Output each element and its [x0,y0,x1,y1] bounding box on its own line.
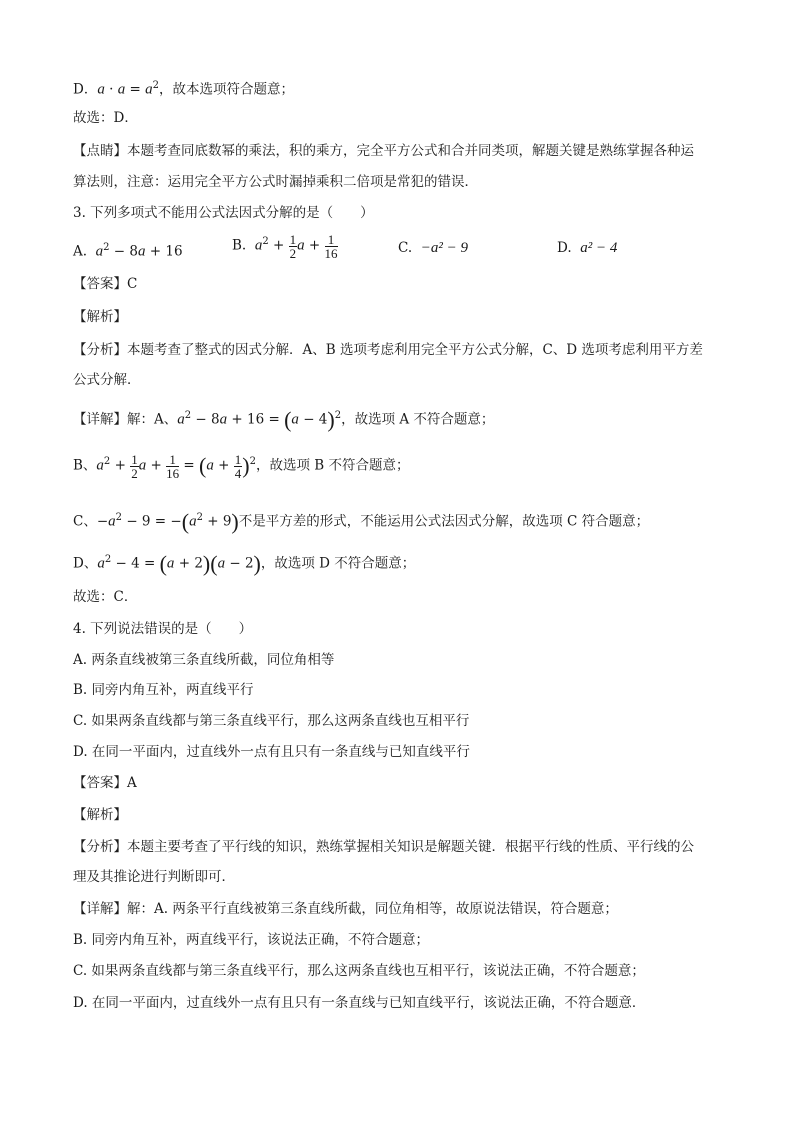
q4-detail-a: 【详解】解：A. 两条平行直线被第三条直线所截，同位角相等，故原说法错误，符合题意； [73,901,618,917]
q3-analysis-2: 公式分解． [73,372,141,388]
q4-option-c: C. 如果两条直线都与第三条直线平行，那么这两条直线也互相平行 [73,713,470,729]
q3-detail-d: D、$a^2 - 4 = (a + 2)(a - 2)$，故选项 D 不符合题意； [73,551,416,576]
q3-option-c: C. −a² − 9 [398,240,468,256]
answer-line: 故选：D． [73,110,138,126]
q4-detail-b: B. 同旁内角互补，两直线平行，该说法正确，不符合题意； [73,932,430,948]
question-4: 4. 下列说法错误的是（ ） [73,621,253,637]
q3-final-answer: 故选：C． [73,589,138,605]
q3-option-d: D. a² − 4 [557,240,618,256]
q3-detail-c: C、$-a^2 - 9 = -(a^2 + 9)$不是平方差的形式，不能运用公式法因式分解，故选项 C 符合题意； [73,509,650,534]
q4-answer: 【答案】A [73,775,137,791]
q3-option-a: A. $a^2 - 8a + 16$ [73,242,183,260]
q3-detail-b: B、$a^2$ + $\frac{1}{2}$ a + $\frac{1}{16}$ = (a + $\frac{1}{4}$ )$^2$，故选项 B 不符合题意； [73,451,410,481]
q4-option-d: D. 在同一平面内，过直线外一点有且只有一条直线与已知直线平行 [73,744,470,760]
tip-line-1: 【点睛】本题考查同底数幂的乘法，积的乘方，完全平方公式和合并同类项，解题关键是熟练掌握各种运 [73,143,694,159]
option-d-line: D．$a \cdot a = a^2$，故本选项符合题意； [73,80,294,98]
tip-line-2: 算法则，注意：运用完全平方公式时漏掉乘积二倍项是常犯的错误． [73,174,478,190]
q3-analysis-heading: 【解析】 [73,309,127,325]
q3-option-b: B. $a^2$ + $\frac{1}{2}$ a + $\frac{1}{16}$ [232,231,338,261]
q4-analysis-1: 【分析】本题主要考查了平行线的知识，熟练掌握相关知识是解题关键．根据平行线的性质、平行线的公 [73,839,694,855]
q4-detail-d: D. 在同一平面内，过直线外一点有且只有一条直线与已知直线平行，该说法正确，不符合题意． [73,995,646,1011]
q3-answer: 【答案】C [73,276,138,292]
q3-analysis-1: 【分析】本题考查了整式的因式分解．A、B 选项考虑利用完全平方公式分解，C、D 选项考虑利用平方差 [73,342,703,358]
q4-option-a: A. 两条直线被第三条直线所截，同位角相等 [73,652,335,668]
q4-detail-c: C. 如果两条直线都与第三条直线平行，那么这两条直线也互相平行，该说法正确，不符合题意； [73,963,645,979]
question-3: 3. 下列多项式不能用公式法因式分解的是（ ） [73,205,374,221]
q4-option-b: B. 同旁内角互补，两直线平行 [73,682,254,698]
q4-analysis-2: 理及其推论进行判断即可． [73,869,235,885]
q3-detail-a: 【详解】解：A、$a^2 - 8a + 16 = (a - 4)^2$，故选项 A 不符合题意； [73,407,495,432]
q4-analysis-heading: 【解析】 [73,807,127,823]
